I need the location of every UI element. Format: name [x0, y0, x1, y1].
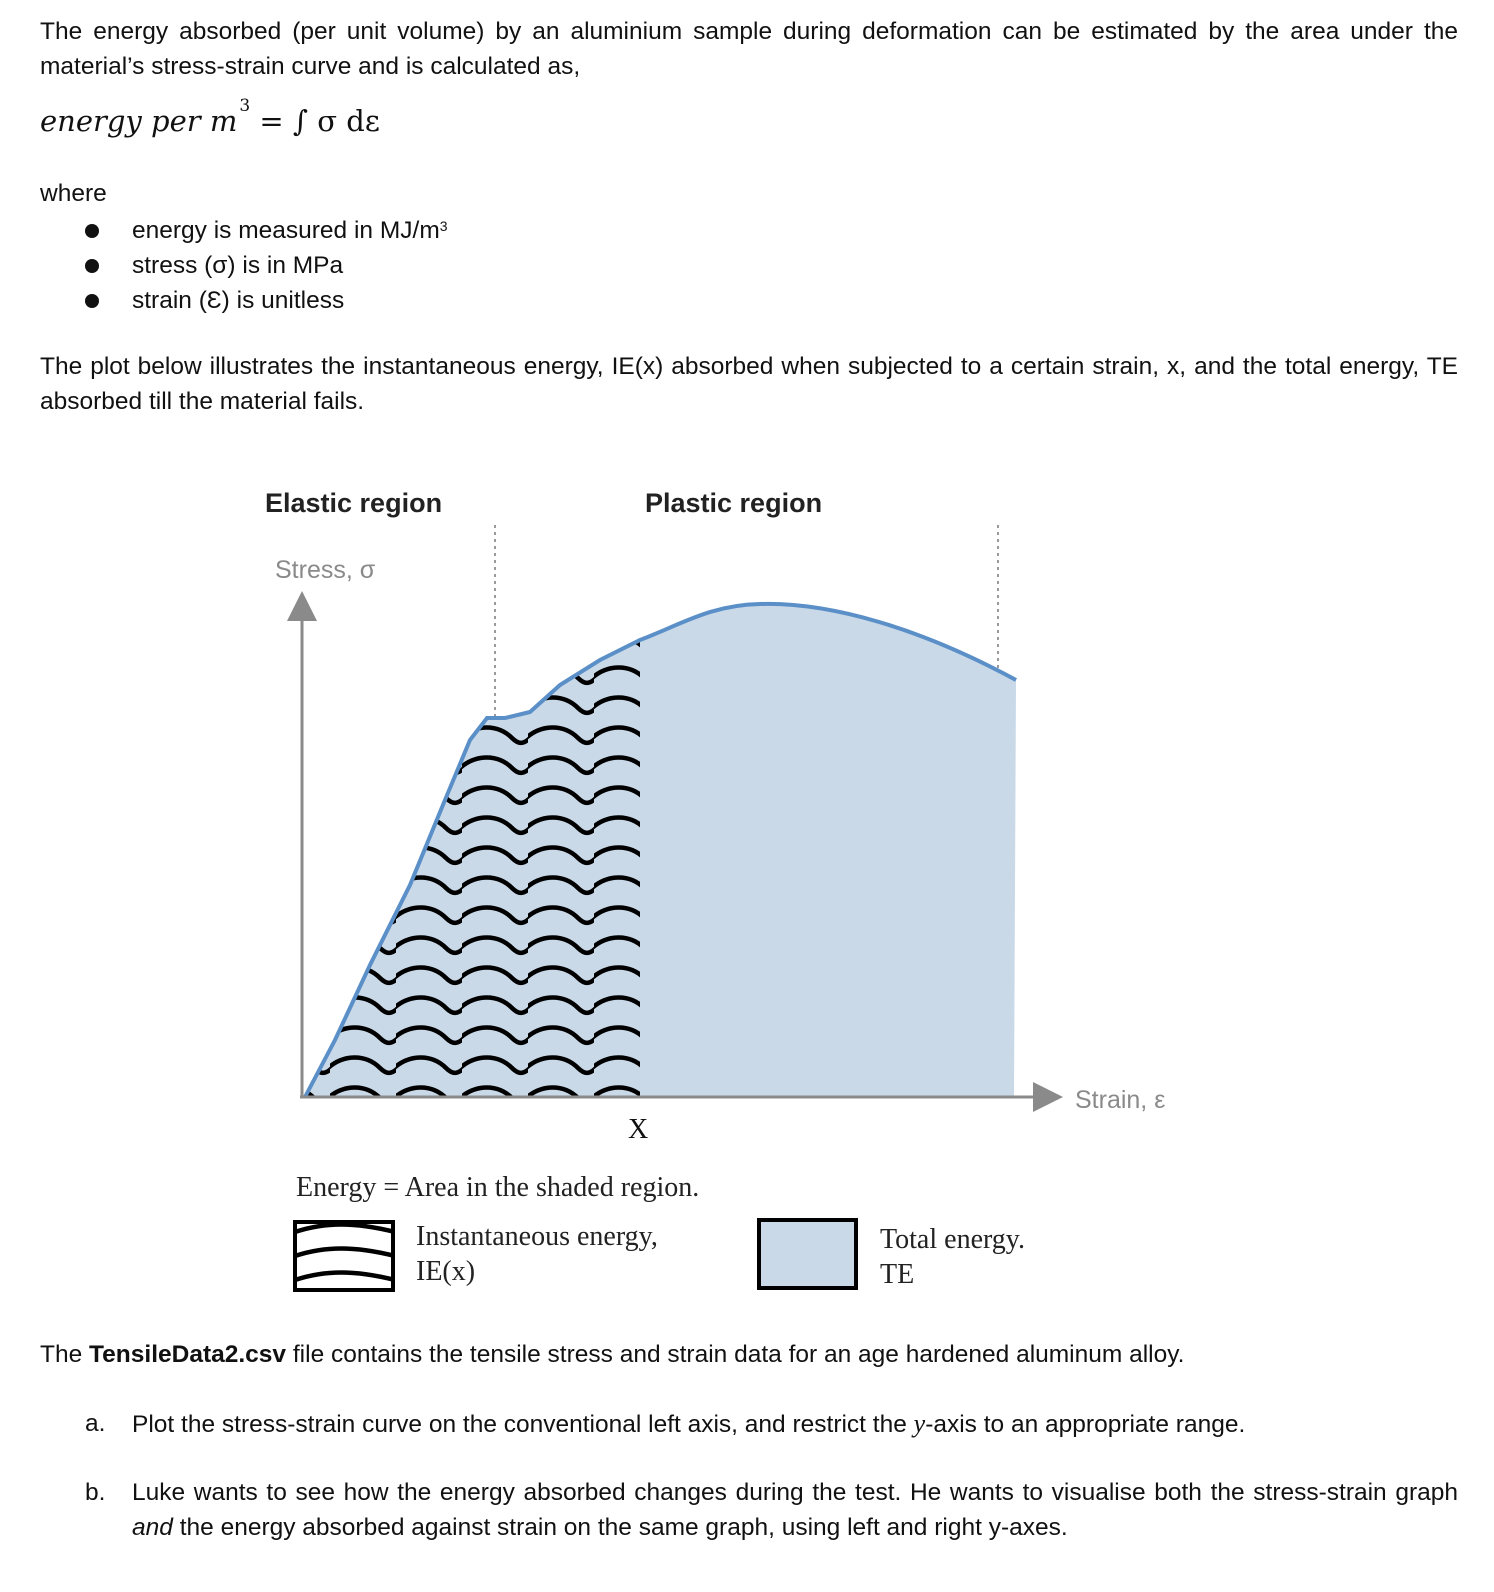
question-text: Plot the stress-strain curve on the conventional left axis, and restrict the y-axis to an appropriate range. [132, 1409, 1246, 1438]
y-axis-label: Stress, σ [275, 556, 376, 584]
list-item: stress (σ) is in MPa [40, 248, 448, 283]
formula-rhs: = ∫ σ dε [250, 104, 380, 138]
intro-paragraph: The energy absorbed (per unit volume) by an aluminium sample during deformation can be estimated by the area under the material’s stress-strain curve and is calculated as, [40, 18, 1458, 80]
where-label: where [40, 180, 107, 207]
legend-hatch-swatch [295, 1222, 393, 1290]
formula-lhs: energy per m [40, 104, 238, 138]
superscript: 3 [439, 218, 448, 234]
legend-fill-swatch [759, 1220, 856, 1288]
list-item: strain (Ɛ) is unitless [40, 283, 448, 318]
units-list [40, 213, 448, 318]
list-item: energy is measured in $MJ/m^3$ [40, 213, 448, 248]
question-label: b. [85, 1479, 106, 1506]
bullet-icon [85, 294, 99, 308]
legend-ie-label-line1: Instantaneous energy, [416, 1221, 658, 1252]
legend-ie-label-line2: IE(x) [416, 1256, 476, 1287]
energy-caption: Energy = Area in the shaded region. [296, 1172, 700, 1203]
strain-x-marker: X [628, 1114, 649, 1145]
bullet-icon [85, 259, 99, 273]
plot-intro-paragraph: The plot below illustrates the instantaneous energy, IE(x) absorbed when subjected to a certain strain, x, and the total energy, TE absorbed till the material fails. [40, 353, 1458, 415]
question-a [40, 1406, 1458, 1442]
filename: TensileData2.csv [89, 1341, 287, 1368]
plastic-region-label: Plastic region [645, 488, 823, 518]
data-file-sentence: The TensileData2.csv file contains the tensile stress and strain data for an age hardened aluminum alloy. [40, 1341, 1185, 1368]
legend-te-label-line1: Total energy. [880, 1224, 1025, 1255]
question-b [40, 1475, 1458, 1545]
stress-strain-figure [0, 460, 1494, 1310]
instantaneous-energy-hatch [300, 600, 645, 1100]
energy-formula [40, 96, 380, 138]
x-axis-label: Strain, ε [1075, 1086, 1166, 1114]
legend-te-label-line2: TE [880, 1259, 915, 1290]
question-label: a. [85, 1410, 106, 1437]
bullet-icon [85, 224, 99, 238]
question-text: Luke wants to see how the energy absorbed changes during the test. He wants to visualise both the stress-strain graph and the energy absorbed against strain on the same graph, using left and right y-axes. [132, 1479, 1458, 1541]
formula-exponent: 3 [239, 96, 251, 116]
elastic-region-label: Elastic region [265, 488, 443, 518]
